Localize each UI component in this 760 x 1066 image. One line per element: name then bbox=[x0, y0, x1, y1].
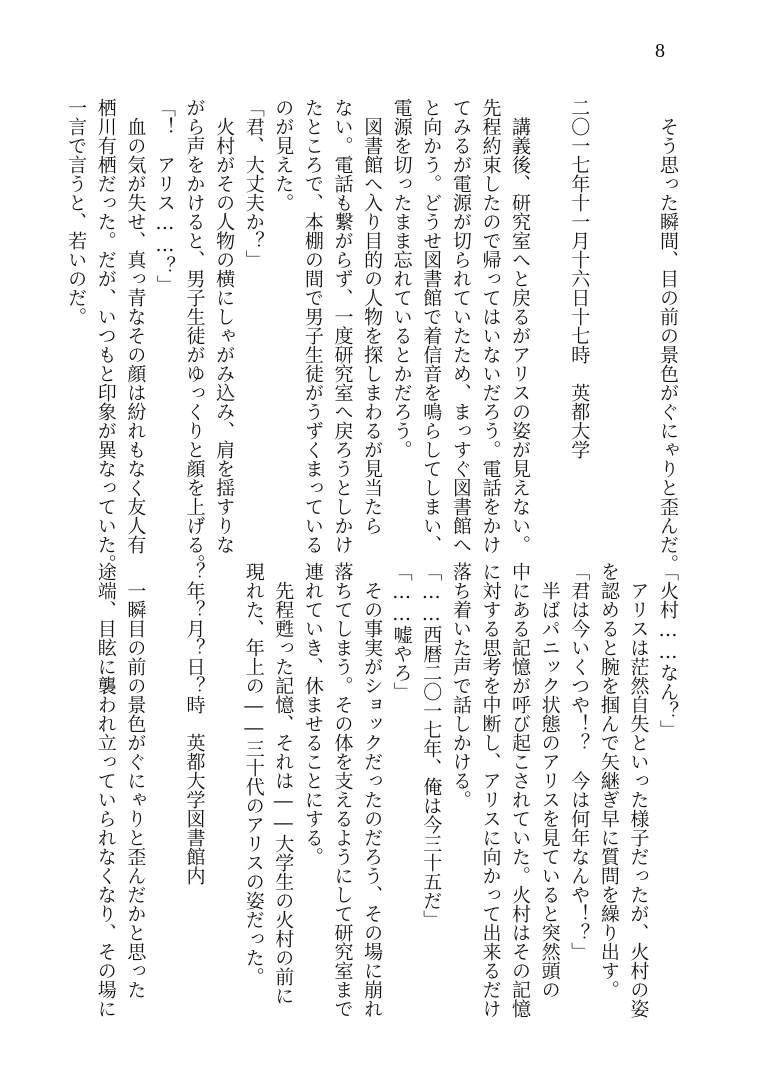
text-line: を認めると腕を掴んで矢継ぎ早に質問を繰り出す。 bbox=[597, 562, 620, 999]
text-line: 途端、目眩に襲われ立っていられなくなり、その場に bbox=[94, 562, 117, 1018]
text-line: 二〇一七年十一月十六日十七時 英都大学 bbox=[568, 98, 591, 459]
text-line bbox=[623, 98, 653, 538]
text-line: アリスは茫然自失といった様子だったが、火村の姿 bbox=[627, 562, 650, 1018]
text-line: 電源を切ったまま忘れているとかだろう。 bbox=[390, 98, 413, 459]
text-line: 火村がその人物の横にしゃがみ込み、肩を揺すりな bbox=[213, 98, 236, 554]
text-column-lower bbox=[10, 562, 682, 1022]
text-line: 「！ アリス……？」 bbox=[153, 98, 176, 294]
text-line: 一言で言うと、若いのだ。 bbox=[65, 98, 88, 326]
text-line: 先程約束したので帰ってはいないだろう。電話をかけ bbox=[479, 98, 502, 554]
text-column-upper bbox=[10, 98, 682, 573]
page-number: 8 bbox=[655, 40, 665, 62]
text-line bbox=[209, 562, 239, 1022]
text-line: 中にある記憶が呼び起こされていた。火村はその記憶 bbox=[509, 562, 532, 1018]
text-line: てみるが電源が切られていたため、まっすぐ図書館へ bbox=[449, 98, 472, 554]
text-line bbox=[149, 562, 179, 1022]
text-line: ない。電話も繋がらず、一度研究室へ戻ろうとしかけ bbox=[331, 98, 354, 554]
text-line: 落ち着いた声で話しかける。 bbox=[449, 562, 472, 809]
text-line: 「君は今いくつや！？ 今は何年なんや！？」 bbox=[568, 562, 591, 961]
text-line: がら声をかけると、男子生徒がゆっくりと顔を上げる。 bbox=[183, 98, 206, 573]
text-line bbox=[534, 98, 564, 538]
text-line: 先程甦った記憶、それは――大学生の火村の前に bbox=[272, 562, 295, 1005]
text-line: 栖川有栖だった。だが、いつもと印象が異なっていた。 bbox=[94, 98, 117, 573]
text-line: 連れていき、休ませることにする。 bbox=[301, 562, 324, 866]
text-line: 一瞬目の前の景色がぐにゃりと歪んだかと思った bbox=[124, 562, 147, 999]
text-line: 現れた、年上の――三十代のアリスの姿だった。 bbox=[242, 562, 265, 986]
text-line: 血の気が失せ、真っ青なその顔は紛れもなく友人有 bbox=[124, 98, 147, 554]
text-line: 「君、大丈夫か？」 bbox=[242, 98, 265, 269]
text-line: ？年？月？日？時 英都大学図書館内 bbox=[183, 562, 206, 885]
text-line: たところで、本棚の間で男子生徒がうずくまっている bbox=[301, 98, 324, 554]
text-line: 図書館へ入り目的の人物を探しまわるが見当たら bbox=[361, 98, 384, 535]
text-line bbox=[593, 98, 623, 538]
text-line: 「……西暦二〇一七年、俺は今三十五だ」 bbox=[420, 562, 443, 929]
text-line: 「……嘘やろ」 bbox=[390, 562, 413, 701]
text-line: に対する思考を中断し、アリスに向かって出来るだけ bbox=[479, 562, 502, 1018]
text-line: そう思った瞬間、目の前の景色がぐにゃりと歪んだ。 bbox=[657, 98, 679, 573]
text-line: 講義後、研究室へと戻るがアリスの姿が見えない。 bbox=[509, 98, 532, 554]
text-line: と向かう。どうせ図書館で着信音を鳴らしてしまい、 bbox=[420, 98, 443, 554]
text-line: 「火村……なん？」 bbox=[657, 562, 679, 739]
text-line: 半ばパニック状態のアリスを見ていると突然頭の bbox=[538, 562, 561, 999]
text-line: のが見えた。 bbox=[272, 98, 295, 212]
text-line: 落ちてしまう。その体を支えるようにして研究室まで bbox=[331, 562, 354, 1018]
text-line: その事実がショックだったのだろう、その場に崩れ bbox=[361, 562, 384, 1018]
